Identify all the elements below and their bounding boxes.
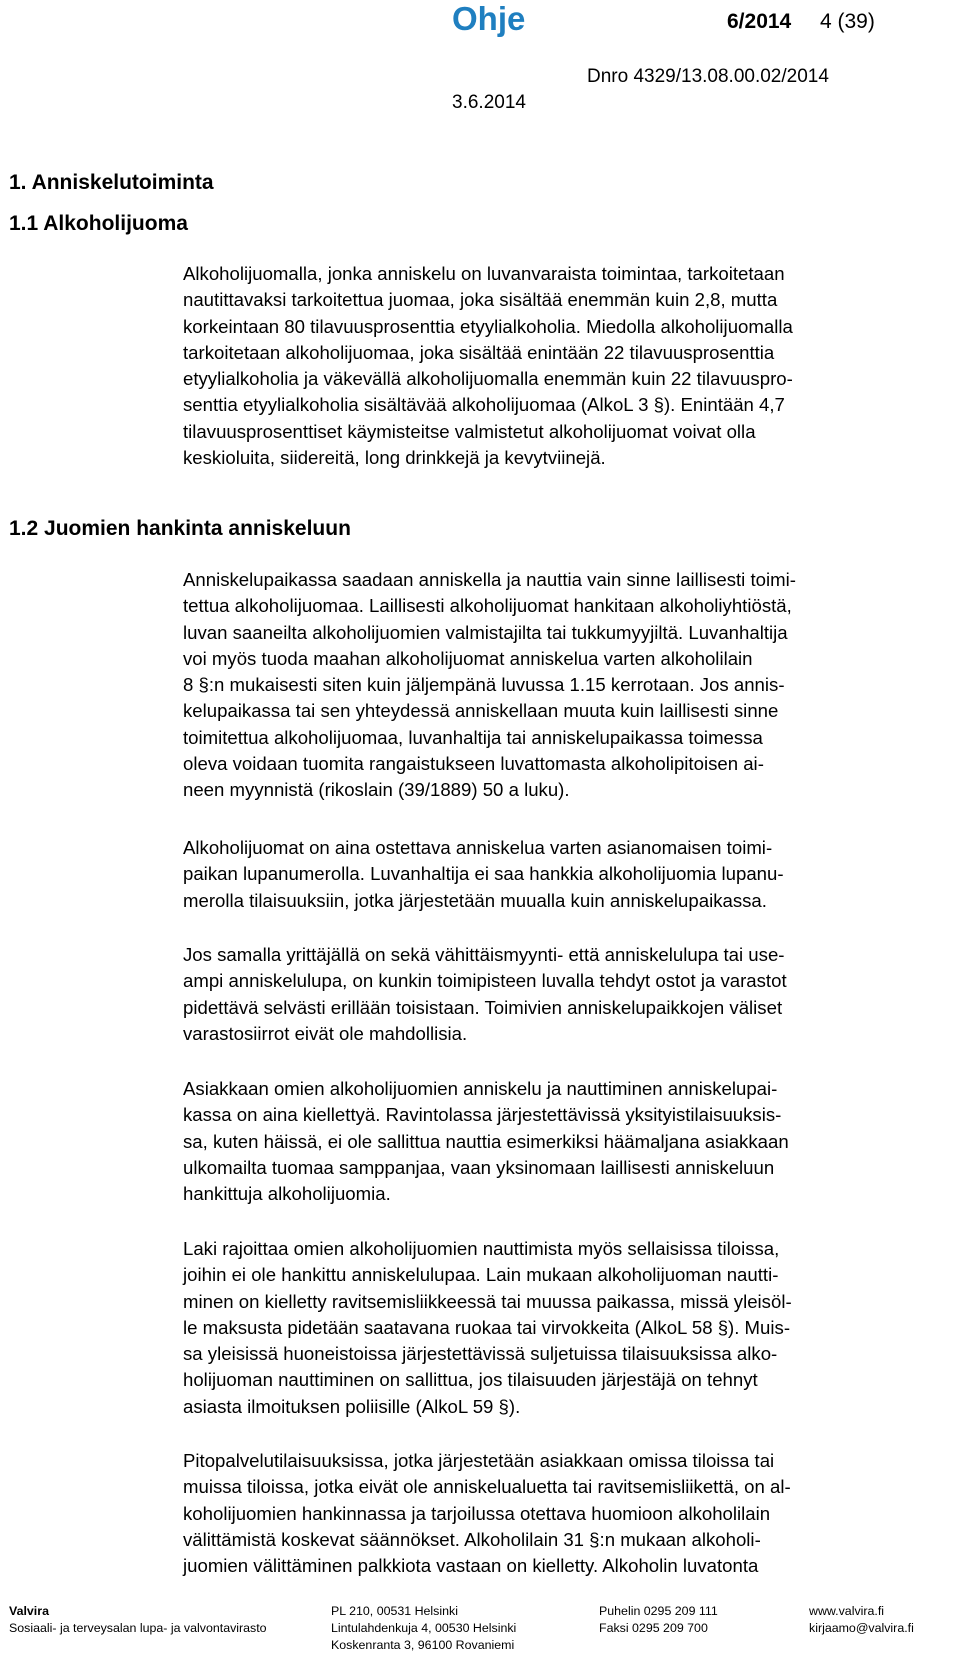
footer-address-line: PL 210, 00531 Helsinki — [331, 1604, 458, 1618]
footer-address-line: Lintulahdenkuja 4, 00530 Helsinki — [331, 1621, 517, 1635]
text-line: 8 §:n mukaisesti siten kuin jäljempänä luvussa 1.15 kerrotaan. Jos annis- — [183, 674, 785, 696]
section-heading: 1. Anniskelutoiminta — [9, 171, 214, 194]
text-line: Jos samalla yrittäjällä on sekä vähittäismyynti- että anniskelulupa tai use- — [183, 944, 785, 965]
text-line: sa yleisissä huoneistoissa järjestettävissä suljetuissa tilaisuuksissa alko- — [183, 1343, 778, 1365]
text-line: Anniskelupaikassa saadaan anniskella ja nauttia vain sinne laillisesti toimi- — [183, 569, 796, 590]
text-line: Alkoholijuomalla, jonka anniskelu on luvanvaraista toimintaa, tarkoitetaan — [183, 263, 785, 284]
text-line: tarkoitetaan alkoholijuomaa, joka sisältää enintään 22 tilavuusprosenttia — [183, 341, 775, 363]
text-line: keskioluita, siidereitä, long drinkkejä ja kevytviinejä. — [183, 447, 606, 469]
text-line: oleva voidaan tuomita rangaistukseen luvattomasta alkoholipitoisen ai- — [183, 753, 764, 775]
paragraph — [183, 1076, 953, 1207]
footer-website-link[interactable]: www.valvira.fi — [809, 1604, 885, 1618]
text-line: ampi anniskelulupa, on kunkin toimipisteen luvalla tehdyt ostot ja varastot — [183, 970, 787, 992]
text-line: sa, kuten häissä, ei ole sallittua nauttia esimerkiksi häämaljana asiakkaan — [183, 1130, 789, 1152]
text-line: pidettävä selvästi erillään toisistaan. Toimivien anniskelupaikkojen väliset — [183, 996, 783, 1018]
footer-organization — [9, 1603, 267, 1637]
text-line: le maksusta pidetään saatavana ruokaa tai virvokkeita (AlkoL 58 §). Muis- — [183, 1316, 791, 1338]
footer-email-link[interactable]: kirjaamo@valvira.fi — [809, 1621, 914, 1635]
paragraph — [183, 567, 953, 804]
text-line: koholijuomien hankinnassa ja tarjoilussa otettava huomioon alkoholilain — [183, 1502, 771, 1524]
paragraph — [183, 261, 953, 471]
text-line: holijuoman nauttiminen on sallittua, jos tilaisuuden järjestäjä on tehnyt — [183, 1369, 758, 1391]
text-line: nautittavaksi tarkoitettua juomaa, joka sisältää enemmän kuin 2,8, mutta — [183, 289, 778, 311]
footer-contact-numbers — [599, 1603, 718, 1637]
footer-org-description: Sosiaali- ja terveysalan lupa- ja valvontavirasto — [9, 1621, 267, 1635]
footer-web-contacts — [809, 1603, 914, 1637]
document-type: Ohje — [452, 0, 526, 37]
text-line: varastosiirrot eivät ole mahdollisia. — [183, 1022, 468, 1044]
text-line: Laki rajoittaa omien alkoholijuomien nauttimista myös sellaisissa tiloissa, — [183, 1238, 780, 1259]
text-line: minen on kielletty ravitsemisliikkeessä tai muussa paikassa, missä yleisöl- — [183, 1290, 792, 1312]
paragraph — [183, 835, 953, 914]
text-line: voi myös tuoda maahan alkoholijuomat anniskelua varten alkoholilain — [183, 647, 753, 669]
text-line: luvan saaneilta alkoholijuomien valmistajilta tai tukkumyyjiltä. Luvanhaltija — [183, 621, 788, 643]
footer-org-name: Valvira — [9, 1604, 49, 1618]
paragraph — [183, 1448, 953, 1579]
text-line: hankittuja alkoholijuomia. — [183, 1183, 391, 1205]
text-line: senttia etyylialkoholia sisältävää alkoholijuomaa (AlkoL 3 §). Enintään 4,7 — [183, 394, 785, 416]
footer-phone: Puhelin 0295 209 111 — [599, 1604, 718, 1618]
text-line: Alkoholijuomat on aina ostettava anniskelua varten asianomaisen toimi- — [183, 837, 773, 858]
text-line: joihin ei ole hankittu anniskelulupaa. Lain mukaan alkoholijuoman nautti- — [183, 1264, 779, 1286]
text-line: tettua alkoholijuomaa. Laillisesti alkoholijuomat hankitaan alkoholiyhtiöstä, — [183, 595, 792, 617]
text-line: merolla tilaisuuksiin, jotka järjestetään muualla kuin anniskelupaikassa. — [183, 889, 767, 911]
text-line: paikan lupanumerolla. Luvanhaltija ei saa hankkia alkoholijuomia lupanu- — [183, 863, 784, 885]
subsection-heading-1-2: 1.2 Juomien hankinta anniskeluun — [9, 517, 351, 540]
document-date: 3.6.2014 — [452, 92, 526, 113]
subsection-heading-1-1: 1.1 Alkoholijuoma — [9, 212, 188, 235]
text-line: ulkomailta tuomaa samppanjaa, vaan yksinomaan laillisesti anniskeluun — [183, 1156, 775, 1178]
text-line: kelupaikassa tai sen yhteydessä anniskellaan muuta kuin laillisesti sinne — [183, 700, 779, 722]
paragraph — [183, 1236, 953, 1420]
record-number: Dnro 4329/13.08.00.02/2014 — [587, 66, 829, 87]
text-line: asiasta ilmoituksen poliisille (AlkoL 59 §). — [183, 1395, 521, 1417]
text-line: tilavuusprosenttiset käymisteitse valmistetut alkoholijuomat voivat olla — [183, 420, 756, 442]
text-line: etyylialkoholia ja väkevällä alkoholijuomalla enemmän kuin 22 tilavuuspro- — [183, 368, 793, 390]
text-line: Pitopalvelutilaisuuksissa, jotka järjestetään asiakkaan omissa tiloissa tai — [183, 1450, 775, 1471]
paragraph — [183, 942, 953, 1047]
footer-fax: Faksi 0295 209 700 — [599, 1621, 708, 1635]
text-line: kassa on aina kiellettyä. Ravintolassa järjestettävissä yksityistilaisuuksis- — [183, 1104, 782, 1126]
text-line: toimitettua alkoholijuomaa, luvanhaltija tai anniskelupaikassa toimessa — [183, 726, 763, 748]
text-line: Asiakkaan omien alkoholijuomien anniskelu ja nauttiminen anniskelupai- — [183, 1078, 778, 1099]
text-line: muissa tiloissa, jotka eivät ole anniskelualuetta tai ravitsemisliikettä, on al- — [183, 1476, 791, 1498]
document-number: 6/2014 — [727, 10, 792, 33]
text-line: korkeintaan 80 tilavuusprosenttia etyylialkoholia. Miedolla alkoholijuomalla — [183, 315, 793, 337]
text-line: juomien välittäminen palkkiota vastaan on kielletty. Alkoholin luvatonta — [183, 1555, 759, 1577]
footer-address-line: Koskenranta 3, 96100 Rovaniemi — [331, 1638, 515, 1652]
footer-addresses — [331, 1603, 516, 1654]
page-number: 4 (39) — [820, 10, 875, 33]
text-line: välittämistä koskevat säännökset. Alkoholilain 31 §:n mukaan alkoholi- — [183, 1528, 761, 1550]
text-line: neen myynnistä (rikoslain (39/1889) 50 a luku). — [183, 779, 570, 801]
